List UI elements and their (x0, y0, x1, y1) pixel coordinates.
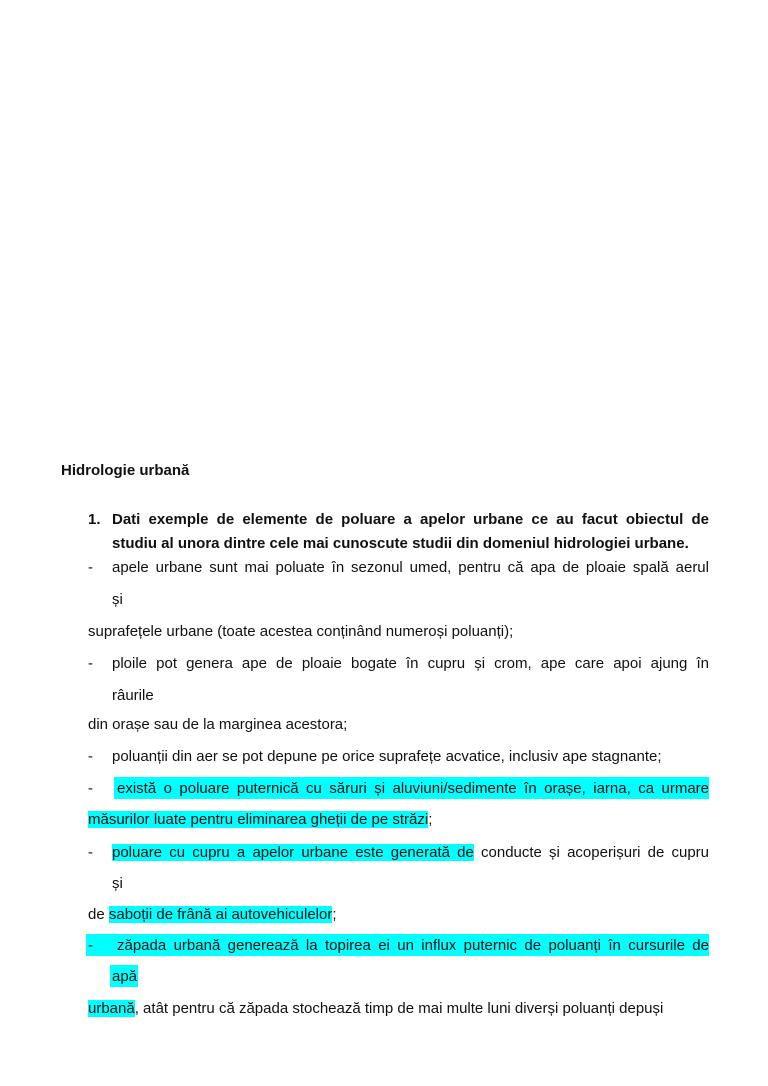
plain-text: ; (428, 811, 433, 828)
item-1-line-1: apele urbane sunt mai poluate în sezonul umed, pentru că apa de ploaie spală aerul (112, 559, 709, 576)
item-2-continuation: din orașe sau de la marginea acestora; (88, 716, 348, 733)
highlighted-text: saboții de frână ai autovehiculelor (108, 906, 333, 923)
item-4-line-1: există o poluare puternică cu săruri și aluviuni/sedimente în orașe, iarna, ca urmare (117, 780, 709, 797)
plain-text: ; (332, 906, 337, 923)
item-6-continuation (88, 999, 663, 1019)
item-2-line-1: ploile pot genera ape de ploaie bogate în cupru și crom, ape care apoi ajung în (112, 655, 709, 672)
question-line-1: Dati exemple de elemente de poluare a apelor urbane ce au facut obiectul de (112, 511, 709, 528)
bullet-dash: - (88, 780, 93, 797)
bullet-dash: - (88, 844, 93, 861)
plain-text: de (88, 906, 109, 923)
highlighted-text: măsurilor luate pentru eliminarea gheții de pe străzi (88, 811, 429, 828)
item-4-continuation (88, 810, 432, 830)
highlighted-text: poluare cu cupru a apelor urbane este generată de (112, 844, 474, 861)
plain-text: conducte și acoperișuri de cupru (473, 844, 709, 861)
bullet-dash: - (88, 559, 93, 576)
item-2-line-2: râurile (112, 687, 154, 704)
item-5-continuation (88, 905, 337, 925)
question-line-2: studiu al unora dintre cele mai cunoscute studii din domeniul hidrologiei urbane. (112, 535, 689, 552)
document-title: Hidrologie urbană (61, 462, 190, 479)
item-5-line-1 (112, 843, 709, 863)
bullet-dash: - (88, 655, 93, 672)
item-1-continuation: suprafețele urbane (toate acestea conținând numeroși poluanți); (88, 623, 514, 640)
item-6-line-1: zăpada urbană generează la topirea ei un influx puternic de poluanți în cursurile de (117, 937, 709, 954)
item-1-line-2: și (112, 591, 123, 608)
highlighted-text: urbană (88, 1000, 135, 1017)
item-3-line-1: poluanții din aer se pot depune pe orice suprafețe acvatice, inclusiv ape stagnante; (112, 748, 662, 765)
bullet-dash: - (88, 748, 93, 765)
bullet-dash: - (88, 937, 93, 954)
question-number: 1. (88, 511, 101, 528)
plain-text: , atât pentru că zăpada stochează timp de mai multe luni diverși poluanți depuși (134, 1000, 664, 1017)
item-5-line-2: și (112, 875, 123, 892)
item-6-line-2: apă (112, 968, 138, 985)
